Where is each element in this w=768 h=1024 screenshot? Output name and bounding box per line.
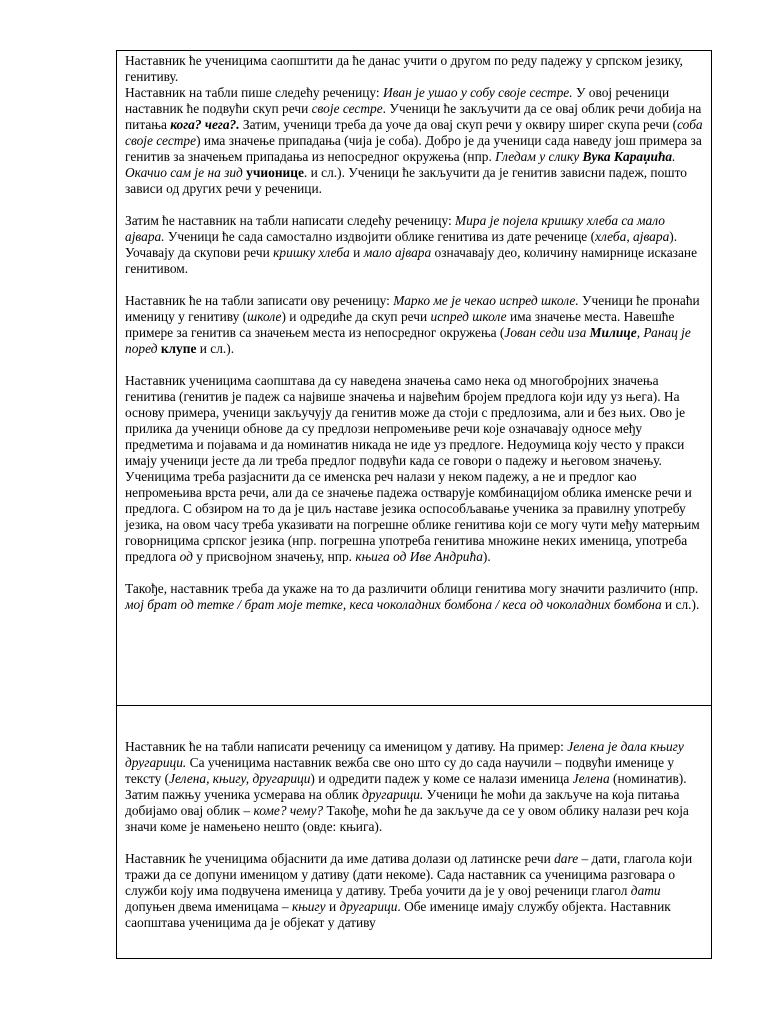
text-run: . Обе именице имају службу објекта. Наставник саопштава ученицима да је објекат у дативу <box>125 899 671 930</box>
text-run: . Ученици ће закључити да се овај облик речи добија на питања <box>125 101 702 132</box>
text-run: Затим, ученици треба да уоче да овај скуп речи у оквиру ширег скупа речи ( <box>239 117 678 132</box>
text-run: Наставник на табли пише следећу реченицу: <box>125 85 384 100</box>
text-run: и сл.). <box>661 597 700 612</box>
text-run: и <box>325 899 340 914</box>
text-run: ). Уочавају да скупови речи <box>125 229 678 260</box>
text-run: Наставник ће ученицима објаснити да име датива долази од латинске речи <box>125 851 555 866</box>
paragraph-forms <box>125 581 705 613</box>
text-run: соба своје сестре <box>125 117 703 148</box>
text-run: и <box>349 245 364 260</box>
text-run: Мира је појела кришку хлеба са мало ајвара. <box>125 213 665 244</box>
text-run: ). <box>482 549 491 564</box>
text-run: означавају део, количину намирнице исказане генитивом. <box>125 245 698 276</box>
lesson-table <box>116 50 712 959</box>
text-run: учионице <box>246 165 304 180</box>
text-run: Наставник ће на табли написати реченицу са именицом у дативу. На пример: <box>125 739 568 754</box>
text-run: коме? чему? <box>253 803 324 818</box>
text-run: другарици. <box>362 787 424 802</box>
text-run: кога? чега?. <box>170 117 240 132</box>
text-run: Наставник ученицима саопштава да су наведена значења само нека од многобројних значења генитива (генитив је падеж са највише значења и највећим бројем предлога који иду уз њега). На основу примера, ученици закључују да генитив може да стоји с предлозима, али и без њих. Ово је прилика да ученици обнове да су предлози непромењиве речи које означавају односе међу предметима и појавама и да номинатив никада не иде уз предлоге. Недоумица коју често у пракси имају ученици јесте да ли треба предлог подвући када се говори о падежу и његовом значењу. Ученицима треба разјаснити да се именска реч налази у неком падежу, а не и предлог као непромењива врста речи, али да се значење падежа остварује комбинацијом облика именске речи и предлога. С обзиром на то да је циљ наставе језика оспособљавање ученика за правилну употребу језика, на овом часу треба указивати на погрешне облике генитива који се могу чути међу матерњим говорницима српског језика (нпр. погрешна употреба генитива множине неких именица, употреба предлога <box>125 373 700 564</box>
paragraph-prepositions <box>125 373 705 565</box>
text-run: Са ученицима наставник вежба све оно што су до сада научили – подвући именице у тексту ( <box>125 755 675 786</box>
text-run: Јелена је дала књигу другарици. <box>125 739 684 770</box>
text-run: своје сестре <box>311 101 383 116</box>
text-run: Иван је ушао у собу своје сестре. <box>383 85 573 100</box>
paragraph-partitive <box>125 213 705 277</box>
text-run: мој брат од тетке / брат моје тетке, кеса чоколадних бомбона / кеса од чоколадних бомбона <box>125 597 662 612</box>
text-run: и сл.). <box>196 341 235 356</box>
text-run: Ученици ће моћи да закључе на која питања добијамо овај облик – <box>125 787 680 818</box>
text-run: Такође, наставник треба да укаже на то да различити облици генитива могу значити различито (нпр. <box>125 581 699 596</box>
text-run: У овој реченици наставник ће подвући скуп речи <box>125 85 670 116</box>
text-run: књига од Иве Андрића <box>355 549 483 564</box>
table-cell-dative <box>117 706 711 958</box>
text-run: Вука Караџића <box>582 149 673 164</box>
text-run: другарици <box>339 899 398 914</box>
text-run: Наставник ће на табли записати ову реченицу: <box>125 293 394 308</box>
text-run: Јован седи иза <box>504 325 590 340</box>
text-run: Марко ме је чекао испред школе. <box>393 293 579 308</box>
text-run: школе <box>247 309 282 324</box>
text-run: клупе <box>160 341 197 356</box>
paragraph-place <box>125 293 705 357</box>
text-run: допуњен двема именицама – <box>125 899 292 914</box>
text-run: мало ајвара <box>363 245 432 260</box>
text-run: dare <box>554 851 579 866</box>
text-run: испред школе <box>430 309 507 324</box>
text-run: дати <box>630 883 661 898</box>
text-run: ) и одредиће да скуп речи <box>281 309 431 324</box>
text-run: књигу <box>291 899 326 914</box>
text-run: кришку хлеба <box>273 245 350 260</box>
text-run: , Ранац је поред <box>125 325 691 356</box>
text-run: ) и одредити падеж у коме се налази именица <box>310 771 573 786</box>
text-run: Затим ће наставник на табли написати следећу реченицу: <box>125 213 456 228</box>
text-run: хлеба, ајвара <box>595 229 670 244</box>
text-run: – дати, глагола који тражи да се допуни именицом у дативу (дати некоме). Сада наставник са ученицима разговара о служби коју има подвучена именица у дативу. Треба уочити да је у овој реченици глагол <box>125 851 693 898</box>
paragraph-possession <box>125 85 705 197</box>
text-run: Јелена <box>572 771 610 786</box>
text-run: Гледам у слику <box>495 149 583 164</box>
text-run: Милице <box>589 325 637 340</box>
text-run: Ученици ће сада самостално издвојити облике генитива из дате реченице ( <box>164 229 596 244</box>
text-run: Јелена, књигу, другарици <box>169 771 311 786</box>
text-run: (номинатив). Затим пажњу ученика усмерава на облик <box>125 771 687 802</box>
text-run: од <box>179 549 193 564</box>
intro-paragraph: Наставник ће ученицима саопштити да ће данас учити о другом по реду падежу у српском језику, генитиву. <box>125 53 683 84</box>
text-run: Такође, моћи ће да закључе да се у овом облику налази реч која значи коме је намењено нешто (овде: књига). <box>125 803 689 834</box>
text-run: . и сл.). Ученици ће закључити да је генитив зависни падеж, пошто зависи од других речи у реченици. <box>125 165 687 196</box>
paragraph-dative-example <box>125 739 705 835</box>
table-cell-genitive <box>117 51 711 706</box>
text-run: . Окачио сам је на зид <box>125 149 676 180</box>
text-run: Ученици ће пронаћи именицу у генитиву ( <box>125 293 700 324</box>
paragraph-dative-origin <box>125 851 705 931</box>
text-run: ) има значење припадања (чија је соба). Добро је да ученици сада наведу још примера за генитив за значењем припадања из непосредног окружења (нпр. <box>125 133 702 164</box>
text-run: има значење места. Навешће примере за генитив са значењем места из непосредног окружења ( <box>125 309 675 340</box>
text-run: у присвојном значењу, нпр. <box>192 549 356 564</box>
